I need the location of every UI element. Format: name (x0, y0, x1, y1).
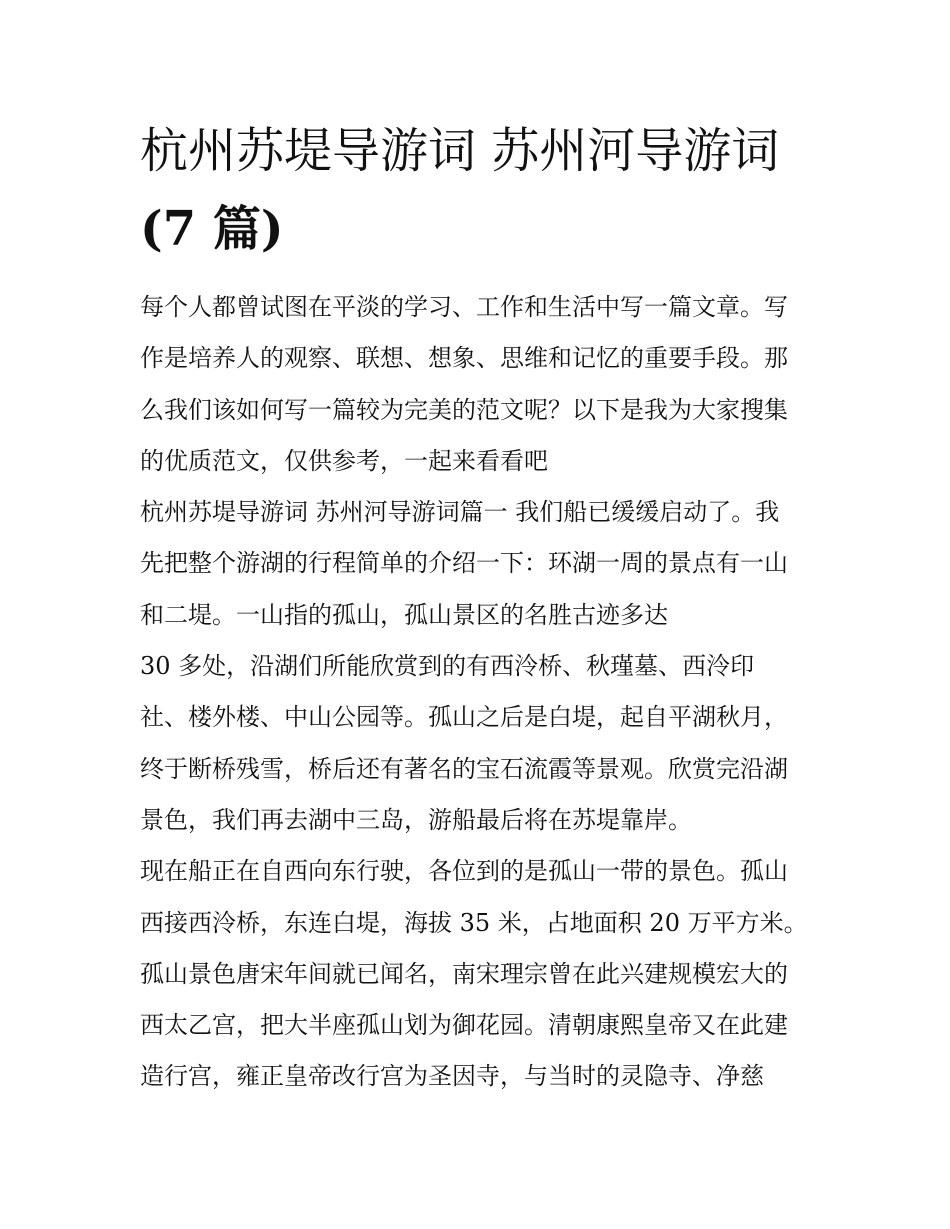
document-title (140, 112, 820, 268)
body-line: 30 多处，沿湖们所能欣赏到的有西泠桥、秋瑾墓、西泠印 (140, 652, 755, 681)
body-line: 终于断桥残雪，桥后还有著名的宝石流霞等景观。欣赏完沿湖 (140, 754, 788, 783)
title-line-1: 杭州苏堤导游词 苏州河导游词 (140, 123, 780, 179)
body-line: 景色，我们再去湖中三岛，游船最后将在苏堤靠岸。 (140, 805, 692, 834)
title-line-2: (7 篇) (140, 201, 284, 257)
body-line: 么我们该如何写一篇较为完美的范文呢？以下是我为大家搜集 (140, 395, 788, 424)
document-page (140, 112, 820, 1103)
body-line: 和二堤。一山指的孤山，孤山景区的名胜古迹多达 (140, 600, 668, 629)
body-line: 造行宫，雍正皇帝改行宫为圣因寺，与当时的灵隐寺、净慈 (140, 1062, 764, 1091)
body-line: 作是培养人的观察、联想、想象、思维和记忆的重要手段。那 (140, 344, 788, 373)
body-line: 的优质范文，仅供参考，一起来看看吧 (140, 446, 548, 475)
body-line: 杭州苏堤导游词 苏州河导游词篇一 我们船已缓缓启动了。我 (140, 498, 780, 527)
body-line: 现在船正在自西向东行驶，各位到的是孤山一带的景色。孤山 (140, 857, 788, 886)
body-line: 西接西泠桥，东连白堤，海拔 35 米，占地面积 20 万平方米。 (140, 908, 808, 937)
document-body (140, 282, 820, 1103)
body-line: 先把整个游湖的行程简单的介绍一下：环湖一周的景点有一山 (140, 549, 788, 578)
body-line: 西太乙宫，把大半座孤山划为御花园。清朝康熙皇帝又在此建 (140, 1011, 788, 1040)
body-line: 每个人都曾试图在平淡的学习、工作和生活中写一篇文章。写 (140, 293, 788, 321)
body-line: 孤山景色唐宋年间就已闻名，南宋理宗曾在此兴建规模宏大的 (140, 959, 788, 988)
body-line: 社、楼外楼、中山公园等。孤山之后是白堤，起自平湖秋月， (140, 703, 788, 732)
